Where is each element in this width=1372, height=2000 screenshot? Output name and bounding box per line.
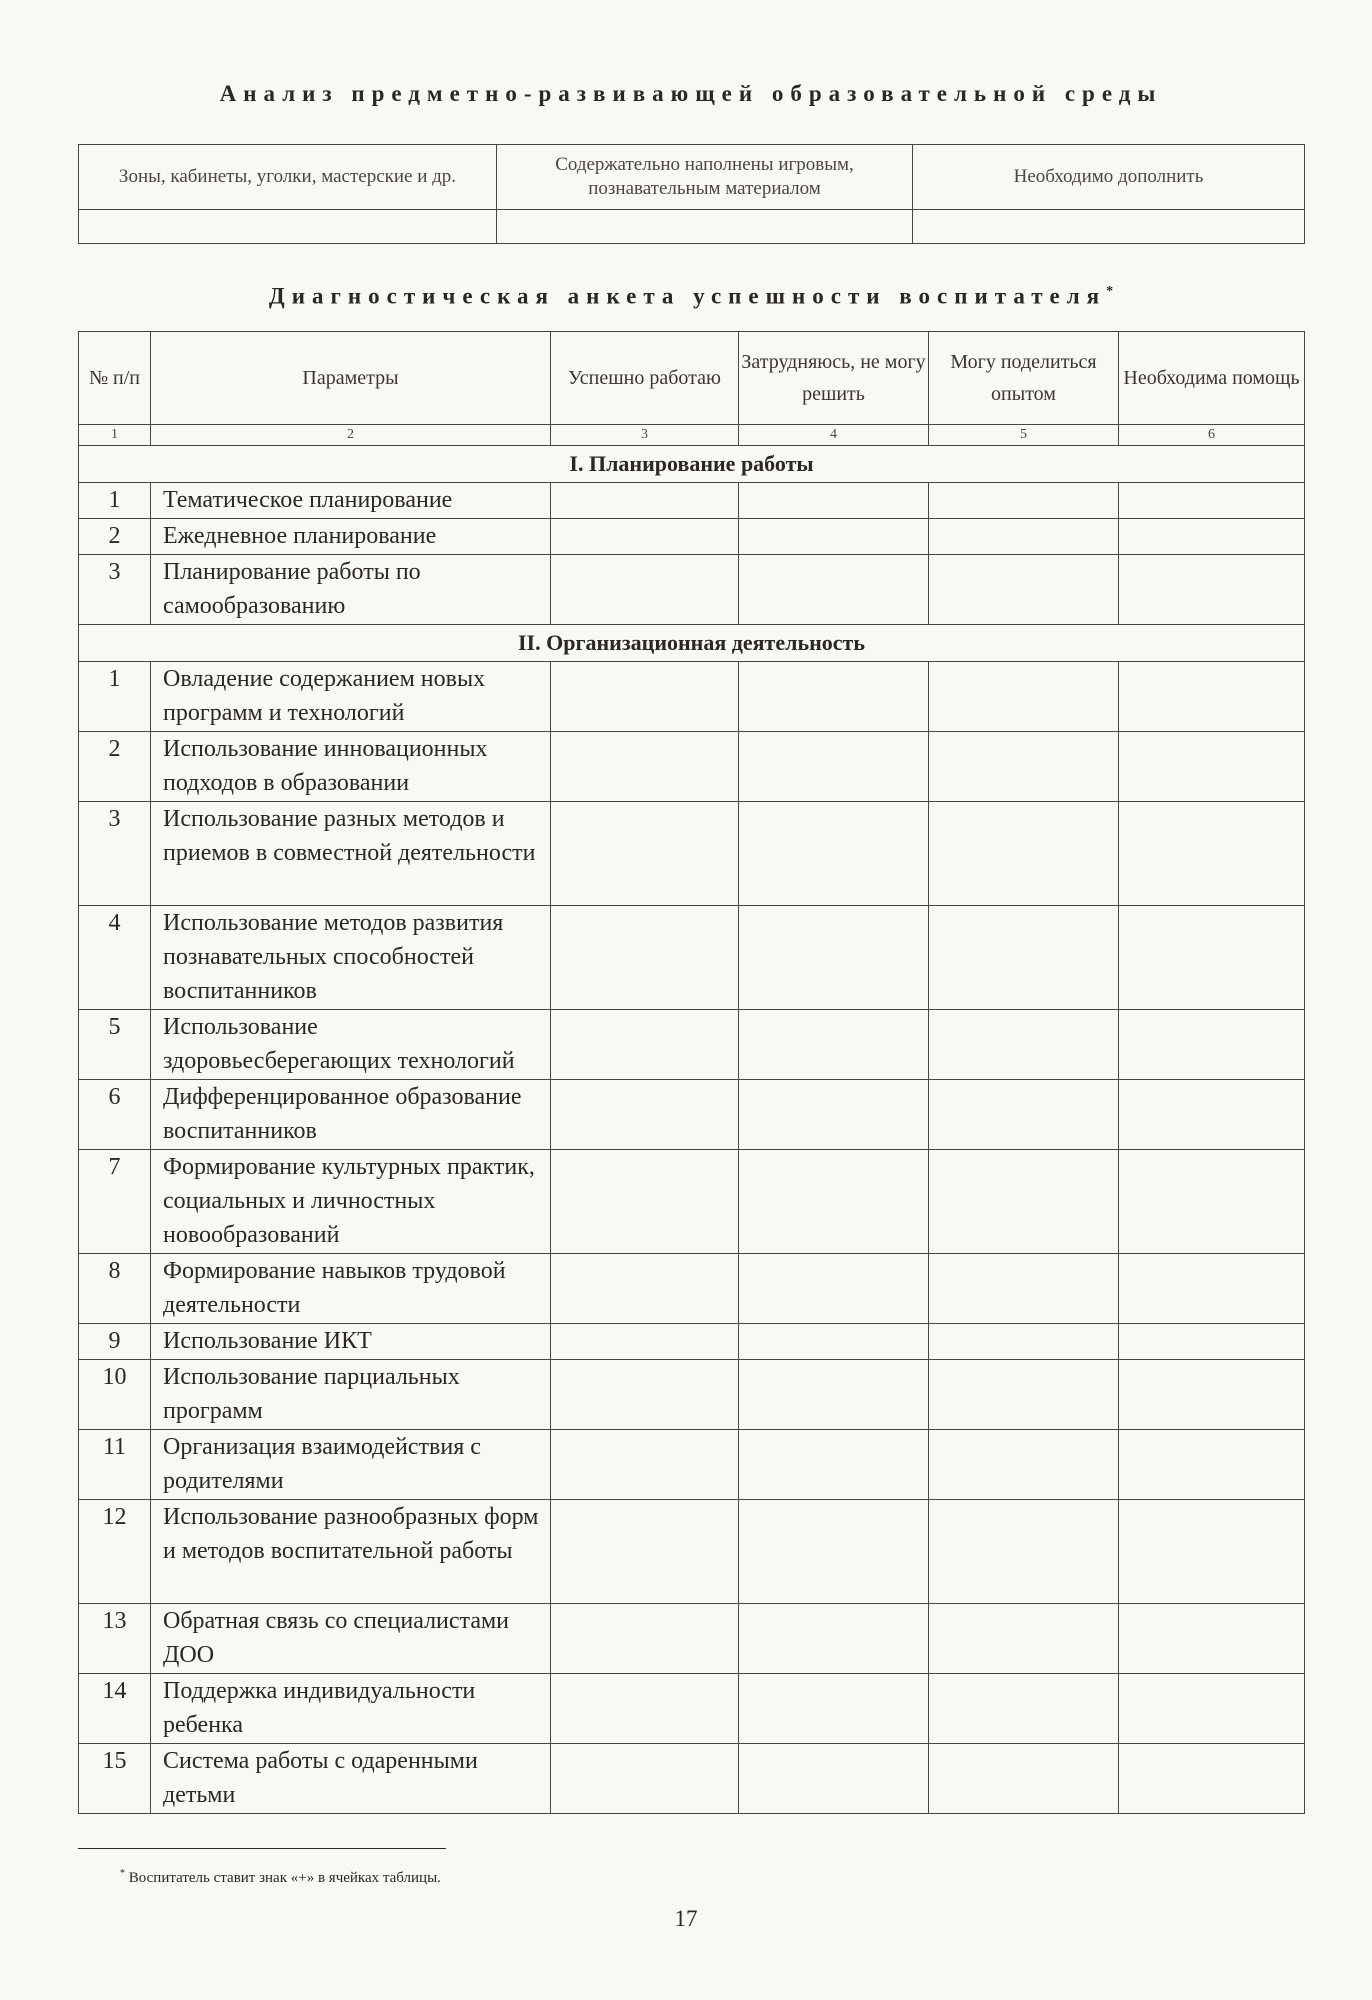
row-number: 1	[79, 662, 151, 732]
answer-help-cell[interactable]	[1119, 483, 1305, 519]
section-title: II. Организационная деятельность	[79, 625, 1305, 662]
table-row	[79, 1010, 1305, 1080]
section-header-row	[79, 446, 1305, 483]
answer-difficulty-cell[interactable]	[739, 1010, 929, 1080]
answer-success-cell[interactable]	[551, 662, 739, 732]
footnote	[120, 1868, 441, 1887]
answer-success-cell[interactable]	[551, 1744, 739, 1814]
table-row	[79, 1500, 1305, 1604]
diag-table-body	[79, 332, 1305, 1814]
answer-difficulty-cell[interactable]	[739, 1080, 929, 1150]
answer-help-cell[interactable]	[1119, 519, 1305, 555]
row-number: 3	[79, 802, 151, 906]
row-number: 15	[79, 1744, 151, 1814]
answer-success-cell[interactable]	[551, 1150, 739, 1254]
answer-success-cell[interactable]	[551, 1500, 739, 1604]
header-num: № п/п	[79, 332, 151, 425]
row-number: 2	[79, 732, 151, 802]
env-header-row	[79, 145, 1305, 210]
answer-difficulty-cell[interactable]	[739, 1674, 929, 1744]
diag-questionnaire-title	[78, 278, 1304, 311]
parameter-text: Дифференцированное образование воспитанников	[151, 1080, 551, 1150]
answer-share-cell[interactable]	[929, 906, 1119, 1010]
parameter-text: Формирование навыков трудовой деятельности	[151, 1254, 551, 1324]
answer-share-cell[interactable]	[929, 519, 1119, 555]
answer-share-cell[interactable]	[929, 662, 1119, 732]
answer-share-cell[interactable]	[929, 1430, 1119, 1500]
answer-help-cell[interactable]	[1119, 1254, 1305, 1324]
row-number: 10	[79, 1360, 151, 1430]
table-row	[79, 662, 1305, 732]
answer-difficulty-cell[interactable]	[739, 1430, 929, 1500]
table-row	[79, 1744, 1305, 1814]
header-difficulty: Затрудняюсь, не могу решить	[739, 332, 929, 425]
parameter-text: Организация взаимодействия с родителями	[151, 1430, 551, 1500]
footnote-separator	[78, 1848, 446, 1849]
row-number: 12	[79, 1500, 151, 1604]
diag-questionnaire-table	[78, 331, 1305, 1814]
answer-success-cell[interactable]	[551, 519, 739, 555]
answer-share-cell[interactable]	[929, 1604, 1119, 1674]
diag-title-text: Диагностическая анкета успешности воспитателя	[268, 283, 1107, 309]
answer-success-cell[interactable]	[551, 1254, 739, 1324]
parameter-text: Использование методов развития познавательных способностей воспитанников	[151, 906, 551, 1010]
answer-help-cell[interactable]	[1119, 1150, 1305, 1254]
env-header-zones: Зоны, кабинеты, уголки, мастерские и др.	[79, 145, 497, 210]
parameter-text: Тематическое планирование	[151, 483, 551, 519]
answer-share-cell[interactable]	[929, 1080, 1119, 1150]
answer-help-cell[interactable]	[1119, 1744, 1305, 1814]
answer-share-cell[interactable]	[929, 1150, 1119, 1254]
answer-help-cell[interactable]	[1119, 1010, 1305, 1080]
answer-difficulty-cell[interactable]	[739, 1604, 929, 1674]
table-row	[79, 1150, 1305, 1254]
section-title: I. Планирование работы	[79, 446, 1305, 483]
answer-share-cell[interactable]	[929, 1324, 1119, 1360]
row-number: 9	[79, 1324, 151, 1360]
answer-difficulty-cell[interactable]	[739, 662, 929, 732]
env-analysis-table	[78, 144, 1305, 244]
answer-difficulty-cell[interactable]	[739, 519, 929, 555]
col-number: 3	[551, 425, 739, 446]
answer-success-cell[interactable]	[551, 732, 739, 802]
env-header-to-add: Необходимо дополнить	[913, 145, 1305, 210]
answer-share-cell[interactable]	[929, 802, 1119, 906]
header-params: Параметры	[151, 332, 551, 425]
answer-share-cell[interactable]	[929, 1010, 1119, 1080]
footnote-mark: *	[120, 1868, 125, 1879]
parameter-text: Поддержка индивидуальности ребенка	[151, 1674, 551, 1744]
table-row	[79, 483, 1305, 519]
answer-difficulty-cell[interactable]	[739, 483, 929, 519]
col-number: 5	[929, 425, 1119, 446]
table-row	[79, 1604, 1305, 1674]
parameter-text: Планирование работы по самообразованию	[151, 555, 551, 625]
footnote-text: Воспитатель ставит знак «+» в ячейках таблицы.	[128, 1870, 441, 1886]
row-number: 6	[79, 1080, 151, 1150]
diag-header-row	[79, 332, 1305, 425]
row-number: 3	[79, 555, 151, 625]
answer-share-cell[interactable]	[929, 732, 1119, 802]
env-analysis-title: Анализ предметно-развивающей образовательной среды	[219, 81, 1163, 106]
env-empty-row	[79, 210, 1305, 244]
answer-difficulty-cell[interactable]	[739, 906, 929, 1010]
table-row	[79, 1360, 1305, 1430]
answer-difficulty-cell[interactable]	[739, 802, 929, 906]
table-row	[79, 1324, 1305, 1360]
row-number: 7	[79, 1150, 151, 1254]
table-row	[79, 906, 1305, 1010]
answer-help-cell[interactable]	[1119, 1604, 1305, 1674]
answer-difficulty-cell[interactable]	[739, 1324, 929, 1360]
table-row	[79, 802, 1305, 906]
table-row	[79, 1080, 1305, 1150]
parameter-text: Обратная связь со специалистами ДОО	[151, 1604, 551, 1674]
parameter-text: Использование разнообразных форм и методов воспитательной работы	[151, 1500, 551, 1604]
answer-help-cell[interactable]	[1119, 802, 1305, 906]
answer-difficulty-cell[interactable]	[739, 1254, 929, 1324]
parameter-text: Использование разных методов и приемов в совместной деятельности	[151, 802, 551, 906]
answer-help-cell[interactable]	[1119, 906, 1305, 1010]
table-row	[79, 1254, 1305, 1324]
answer-success-cell[interactable]	[551, 555, 739, 625]
answer-share-cell[interactable]	[929, 483, 1119, 519]
answer-help-cell[interactable]	[1119, 1324, 1305, 1360]
parameter-text: Овладение содержанием новых программ и технологий	[151, 662, 551, 732]
row-number: 14	[79, 1674, 151, 1744]
col-number: 4	[739, 425, 929, 446]
answer-difficulty-cell[interactable]	[739, 1744, 929, 1814]
row-number: 13	[79, 1604, 151, 1674]
empty-cell[interactable]	[79, 210, 497, 244]
answer-success-cell[interactable]	[551, 1430, 739, 1500]
row-number: 4	[79, 906, 151, 1010]
answer-difficulty-cell[interactable]	[739, 555, 929, 625]
row-number: 11	[79, 1430, 151, 1500]
col-number: 1	[79, 425, 151, 446]
row-number: 8	[79, 1254, 151, 1324]
answer-share-cell[interactable]	[929, 555, 1119, 625]
answer-difficulty-cell[interactable]	[739, 1500, 929, 1604]
col-number: 6	[1119, 425, 1305, 446]
answer-help-cell[interactable]	[1119, 1080, 1305, 1150]
answer-difficulty-cell[interactable]	[739, 1360, 929, 1430]
parameter-text: Использование парциальных программ	[151, 1360, 551, 1430]
row-number: 5	[79, 1010, 151, 1080]
parameter-text: Система работы с одаренными детьми	[151, 1744, 551, 1814]
parameter-text: Использование здоровьесберегающих технологий	[151, 1010, 551, 1080]
row-number: 2	[79, 519, 151, 555]
row-number: 1	[79, 483, 151, 519]
answer-success-cell[interactable]	[551, 1080, 739, 1150]
answer-success-cell[interactable]	[551, 1674, 739, 1744]
parameter-text: Использование ИКТ	[151, 1324, 551, 1360]
answer-success-cell[interactable]	[551, 1360, 739, 1430]
answer-help-cell[interactable]	[1119, 1674, 1305, 1744]
footnote-mark: *	[1106, 284, 1114, 299]
parameter-text: Ежедневное планирование	[151, 519, 551, 555]
answer-share-cell[interactable]	[929, 1360, 1119, 1430]
table-row	[79, 1674, 1305, 1744]
answer-help-cell[interactable]	[1119, 1360, 1305, 1430]
page-number: 17	[674, 1906, 698, 1931]
answer-help-cell[interactable]	[1119, 662, 1305, 732]
answer-share-cell[interactable]	[929, 1500, 1119, 1604]
answer-help-cell[interactable]	[1119, 1430, 1305, 1500]
empty-cell[interactable]	[913, 210, 1305, 244]
header-help: Необходима помощь	[1119, 332, 1305, 425]
header-success: Успешно работаю	[551, 332, 739, 425]
env-header-content: Содержательно наполнены игровым, познавательным материалом	[497, 145, 913, 210]
answer-help-cell[interactable]	[1119, 555, 1305, 625]
table-row	[79, 555, 1305, 625]
table-row	[79, 732, 1305, 802]
answer-success-cell[interactable]	[551, 483, 739, 519]
section-header-row	[79, 625, 1305, 662]
answer-share-cell[interactable]	[929, 1674, 1119, 1744]
col-number: 2	[151, 425, 551, 446]
answer-success-cell[interactable]	[551, 1010, 739, 1080]
answer-difficulty-cell[interactable]	[739, 1150, 929, 1254]
answer-success-cell[interactable]	[551, 1324, 739, 1360]
answer-success-cell[interactable]	[551, 1604, 739, 1674]
answer-help-cell[interactable]	[1119, 1500, 1305, 1604]
parameter-text: Формирование культурных практик, социальных и личностных новообразований	[151, 1150, 551, 1254]
answer-share-cell[interactable]	[929, 1744, 1119, 1814]
answer-success-cell[interactable]	[551, 906, 739, 1010]
empty-cell[interactable]	[497, 210, 913, 244]
parameter-text: Использование инновационных подходов в образовании	[151, 732, 551, 802]
table-row	[79, 1430, 1305, 1500]
answer-share-cell[interactable]	[929, 1254, 1119, 1324]
header-share: Могу поделиться опытом	[929, 332, 1119, 425]
answer-help-cell[interactable]	[1119, 732, 1305, 802]
column-number-row	[79, 425, 1305, 446]
answer-success-cell[interactable]	[551, 802, 739, 906]
answer-difficulty-cell[interactable]	[739, 732, 929, 802]
table-row	[79, 519, 1305, 555]
